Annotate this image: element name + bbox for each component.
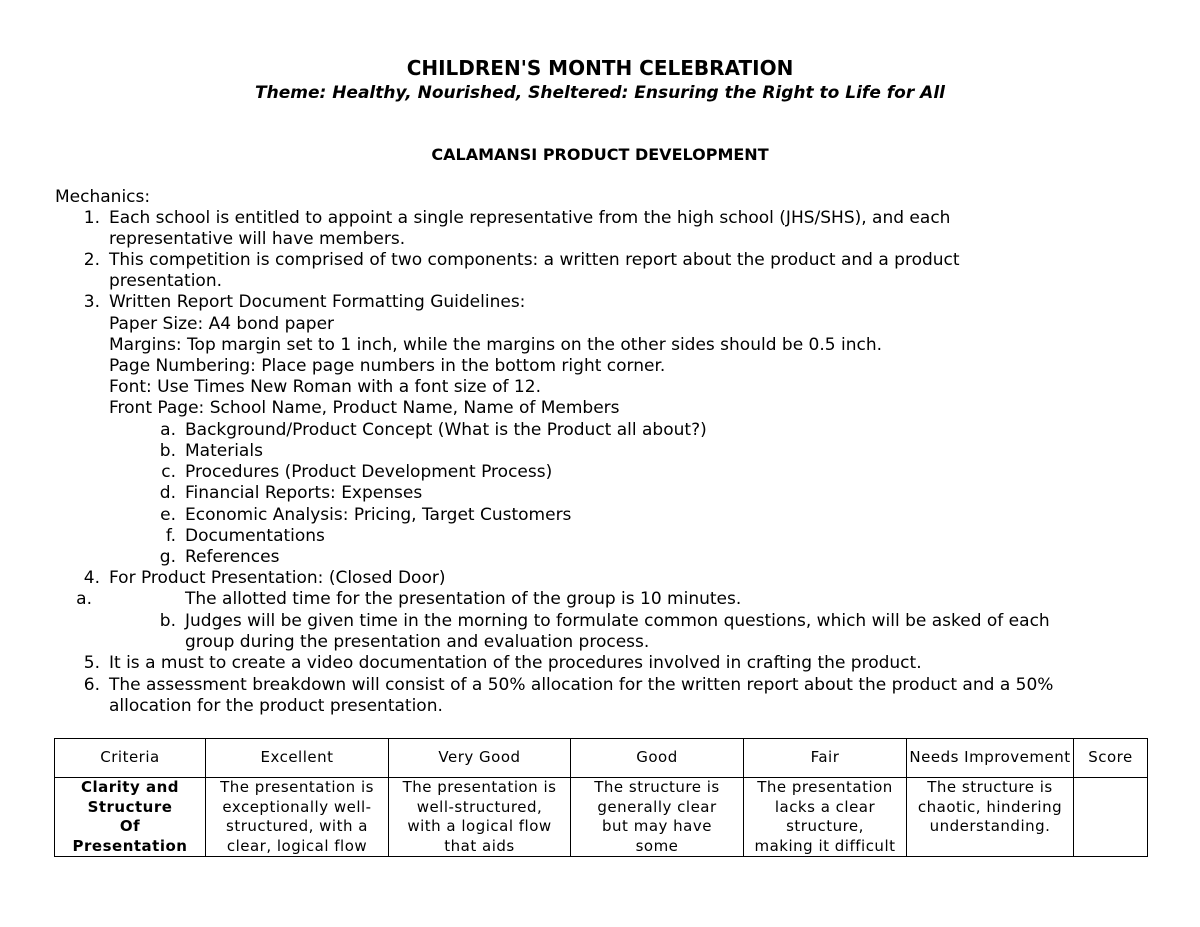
subitem-text: Background/Product Concept (What is the Product all about?) <box>185 420 707 440</box>
mechanics-heading: Mechanics: <box>55 187 151 207</box>
item-text: presentation. <box>109 271 223 291</box>
cell-line: with a logical flow <box>407 817 552 835</box>
table-row <box>55 778 1148 857</box>
item-text: For Product Presentation: (Closed Door) <box>109 568 446 588</box>
item-number: 6. <box>83 675 100 695</box>
header-very-good: Very Good <box>389 739 571 778</box>
cell-line: lacks a clear <box>774 797 876 816</box>
good-cell <box>571 778 744 857</box>
cell-line: exceptionally well- <box>222 797 372 816</box>
item-text: This competition is comprised of two components: a written report about the product and a product <box>109 250 960 270</box>
item-text: Paper Size: A4 bond paper <box>109 314 335 334</box>
item-text: Margins: Top margin set to 1 inch, while the margins on the other sides should be 0.5 inch. <box>109 335 883 355</box>
cell-line: some <box>635 836 679 855</box>
rubric-header-row <box>55 739 1148 778</box>
cell-line: The presentation is <box>402 778 557 796</box>
item-number: 4. <box>83 568 100 588</box>
cell-line: Presentation <box>72 836 188 855</box>
score-cell[interactable] <box>1074 778 1148 857</box>
subitem-text: group during the presentation and evaluation process. <box>185 632 650 652</box>
header-needs-improvement: Needs Improvement <box>907 739 1074 778</box>
subitem-letter: b. <box>159 611 176 631</box>
subitem-letter: a. <box>160 420 176 440</box>
subitem-letter: d. <box>159 483 176 503</box>
subitem-text: Economic Analysis: Pricing, Target Customers <box>185 505 572 525</box>
header-criteria: Criteria <box>55 739 206 778</box>
item-number: 3. <box>83 292 100 312</box>
header-good: Good <box>571 739 744 778</box>
item-text: representative will have members. <box>109 229 406 249</box>
item-number: 2. <box>83 250 100 270</box>
rubric-table <box>54 738 1148 857</box>
needs-improvement-cell <box>907 778 1074 857</box>
subitem-text: Financial Reports: Expenses <box>185 483 423 503</box>
cell-line: The structure is <box>927 778 1053 796</box>
item-text: Written Report Document Formatting Guidelines: <box>109 292 526 312</box>
item-text: Front Page: School Name, Product Name, Name of Members <box>109 398 620 418</box>
very-good-cell <box>389 778 571 857</box>
subitem-letter: g. <box>159 547 176 567</box>
cell-line: but may have <box>602 817 712 835</box>
item-text: allocation for the product presentation. <box>109 696 443 716</box>
cell-line: Of <box>119 817 141 835</box>
item-text: It is a must to create a video documentation of the procedures involved in crafting the product. <box>109 653 922 673</box>
cell-line: making it difficult <box>754 836 896 855</box>
cell-line: structure, <box>786 817 864 835</box>
document-subtitle: CALAMANSI PRODUCT DEVELOPMENT <box>431 145 769 164</box>
cell-line: structured, with a <box>226 817 368 835</box>
header-score: Score <box>1074 739 1148 778</box>
cell-line: The presentation is <box>220 778 374 796</box>
item-number: 5. <box>83 653 100 673</box>
excellent-cell <box>206 778 389 857</box>
fair-cell <box>744 778 907 857</box>
document-theme: Theme: Healthy, Nourished, Sheltered: Ensuring the Right to Life for All <box>255 83 945 103</box>
cell-line: Structure <box>87 797 173 816</box>
subitem-letter: a. <box>76 589 92 609</box>
cell-line: well-structured, <box>416 797 543 816</box>
document-title: CHILDREN'S MONTH CELEBRATION <box>406 56 794 80</box>
header-fair: Fair <box>744 739 907 778</box>
subitem-letter: b. <box>159 441 176 461</box>
cell-line: The presentation <box>757 778 893 796</box>
cell-line: chaotic, hindering <box>917 797 1063 816</box>
subitem-text: Procedures (Product Development Process) <box>185 462 553 482</box>
cell-line: understanding. <box>929 817 1051 835</box>
cell-line: Clarity and <box>80 778 180 796</box>
item-number: 1. <box>83 208 100 228</box>
cell-line: The structure is <box>594 778 720 796</box>
subitem-text: The allotted time for the presentation of the group is 10 minutes. <box>185 589 742 609</box>
subitem-text: Judges will be given time in the morning to formulate common questions, which will be asked of each <box>185 611 1050 631</box>
criteria-cell <box>55 778 206 857</box>
header-excellent: Excellent <box>206 739 389 778</box>
item-text: The assessment breakdown will consist of a 50% allocation for the written report about the product and a 50% <box>109 675 1054 695</box>
item-text: Page Numbering: Place page numbers in the bottom right corner. <box>109 356 666 376</box>
subitem-text: Materials <box>185 441 263 461</box>
subitem-text: Documentations <box>185 526 325 546</box>
subitem-text: References <box>185 547 280 567</box>
cell-line: that aids <box>444 836 515 855</box>
subitem-letter: e. <box>160 505 176 525</box>
cell-line: clear, logical flow <box>226 836 368 855</box>
cell-line: generally clear <box>597 797 717 816</box>
subitem-letter: f. <box>165 526 176 546</box>
item-text: Each school is entitled to appoint a single representative from the high school (JHS/SHS), and each <box>109 208 951 228</box>
subitem-letter: c. <box>161 462 176 482</box>
item-text: Font: Use Times New Roman with a font size of 12. <box>109 377 541 397</box>
